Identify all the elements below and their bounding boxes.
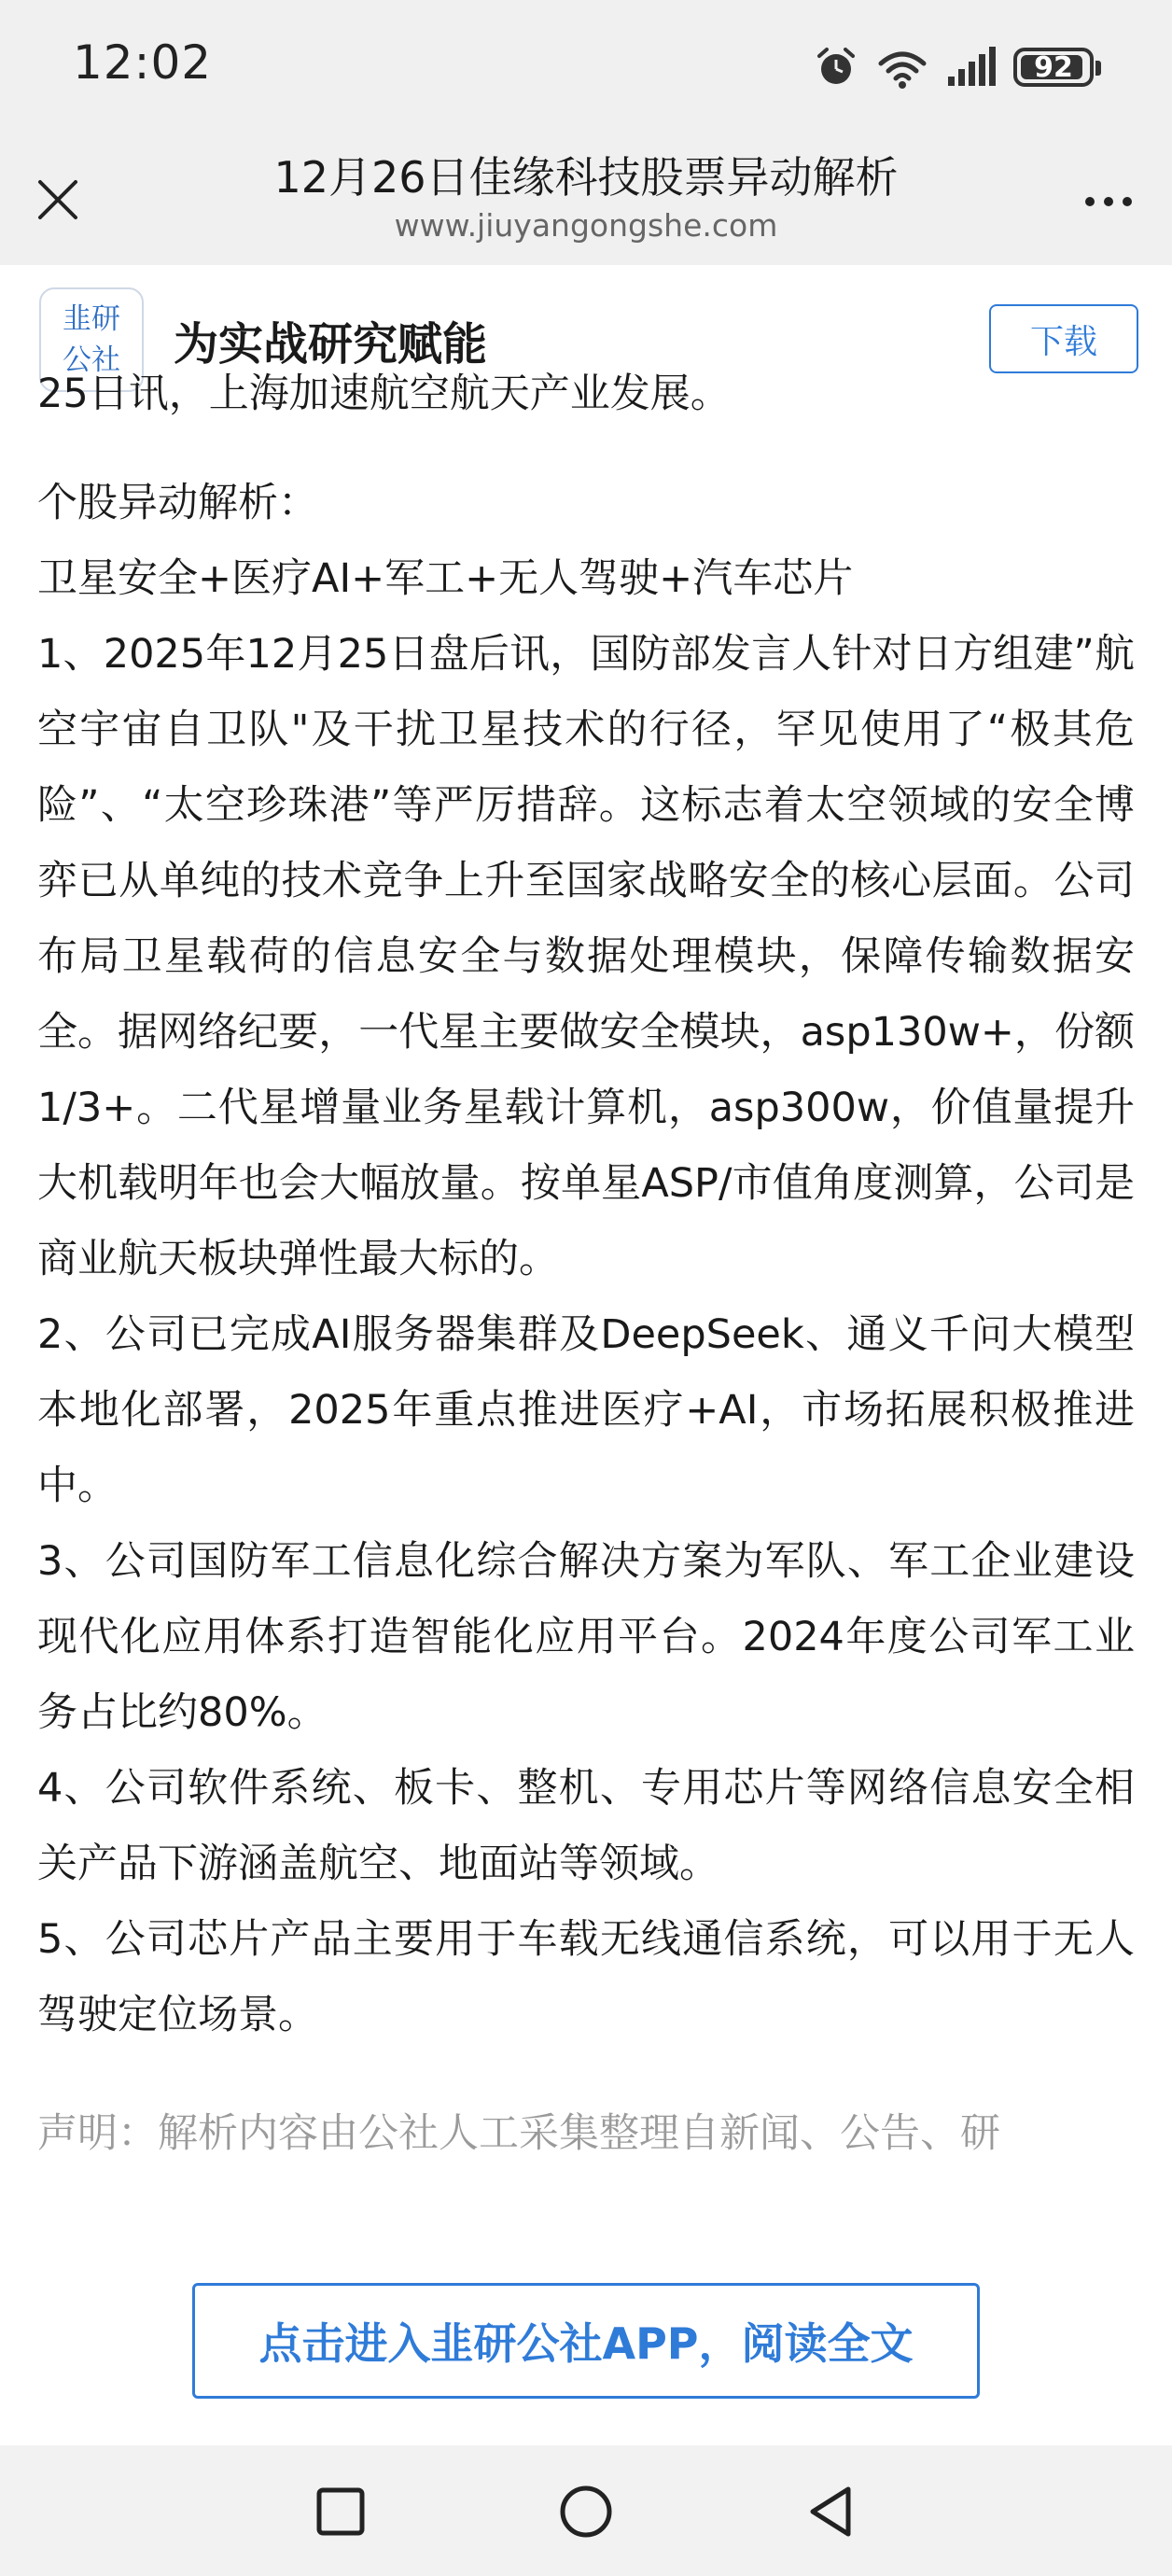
home-button[interactable] (553, 2479, 619, 2544)
logo-line2: 公社 (63, 343, 120, 377)
alarm-icon (814, 45, 858, 90)
article-partial-line: 25日讯，上海加速航空航天产业发展。 (37, 371, 731, 417)
signal-icon (946, 47, 997, 88)
wifi-icon (875, 45, 929, 90)
back-button[interactable] (797, 2479, 862, 2544)
back-icon (803, 2484, 856, 2540)
status-bar (0, 0, 1172, 140)
close-icon (35, 176, 81, 223)
logo-line1: 韭研 (63, 302, 120, 336)
recents-button[interactable] (308, 2479, 373, 2544)
page-title: 12月26日佳缘科技股票异动解析 (273, 152, 899, 203)
article-point-1: 1、2025年12月25日盘后讯，国防部发言人针对日方组建”航空宇宙自卫队"及干扰卫星技术的行径，罕见使用了“极其危险”、“太空珍珠港”等严厉措辞。这标志着太空领域的安全博弈已从单纯的技术竞争上升至国家战略安全的核心层面。公司布局卫星载荷的信息安全与数据处理模块，保障传输数据安全。据网络纪要，一代星主要做安全模块，asp130w+，份额1/3+。二代星增量业务星载计算机，asp300w，价值量提升大机载明年也会大幅放量。按单星ASP/市值角度测算，公司是商业航天板块弹性最大标的。 (37, 631, 1135, 1282)
close-button[interactable] (24, 166, 91, 233)
article-fade (0, 2221, 1172, 2240)
browser-title-bar (0, 140, 1172, 265)
app-slogan: 为实战研究赋能 (174, 318, 488, 371)
article-point-5: 5、公司芯片产品主要用于车载无线通信系统，可以用于无人驾驶定位场景。 (37, 1916, 1135, 2038)
recents-icon (314, 2485, 367, 2538)
article-heading: 个股异动解析： (37, 480, 318, 526)
page-url: www.jiuyangongshe.com (394, 207, 778, 244)
battery-level-text: 92 (1034, 50, 1073, 84)
cta-area (0, 2240, 1172, 2445)
more-button[interactable] (1071, 174, 1146, 230)
open-app-button[interactable]: 点击进入韭研公社APP，阅读全文 (192, 2283, 980, 2399)
article-tags: 卫星安全+医疗AI+军工+无人驾驶+汽车芯片 (37, 555, 854, 602)
article-point-4: 4、公司软件系统、板卡、整机、专用芯片等网络信息安全相关产品下游涵盖航空、地面站等领域。 (37, 1765, 1135, 1887)
download-button[interactable]: 下载 (989, 304, 1138, 373)
article-point-2: 2、公司已完成AI服务器集群及DeepSeek、通义千问大模型本地化部署，2025年重点推进医疗+AI，市场拓展积极推进中。 (37, 1311, 1135, 1509)
home-icon (557, 2483, 615, 2541)
navigation-bar (0, 2445, 1172, 2576)
status-time: 12:02 (73, 35, 213, 90)
article-disclaimer: 声明：解析内容由公社人工采集整理自新闻、公告、研 (37, 2110, 1000, 2157)
article-viewport[interactable] (0, 371, 1172, 2240)
status-icons (814, 41, 1094, 93)
battery-icon (1013, 48, 1094, 87)
more-icon (1085, 197, 1095, 206)
article-point-3: 3、公司国防军工信息化综合解决方案为军队、军工企业建设现代化应用体系打造智能化应用平台。2024年度公司军工业务占比约80%。 (37, 1538, 1135, 1736)
article-body (37, 357, 1135, 2172)
